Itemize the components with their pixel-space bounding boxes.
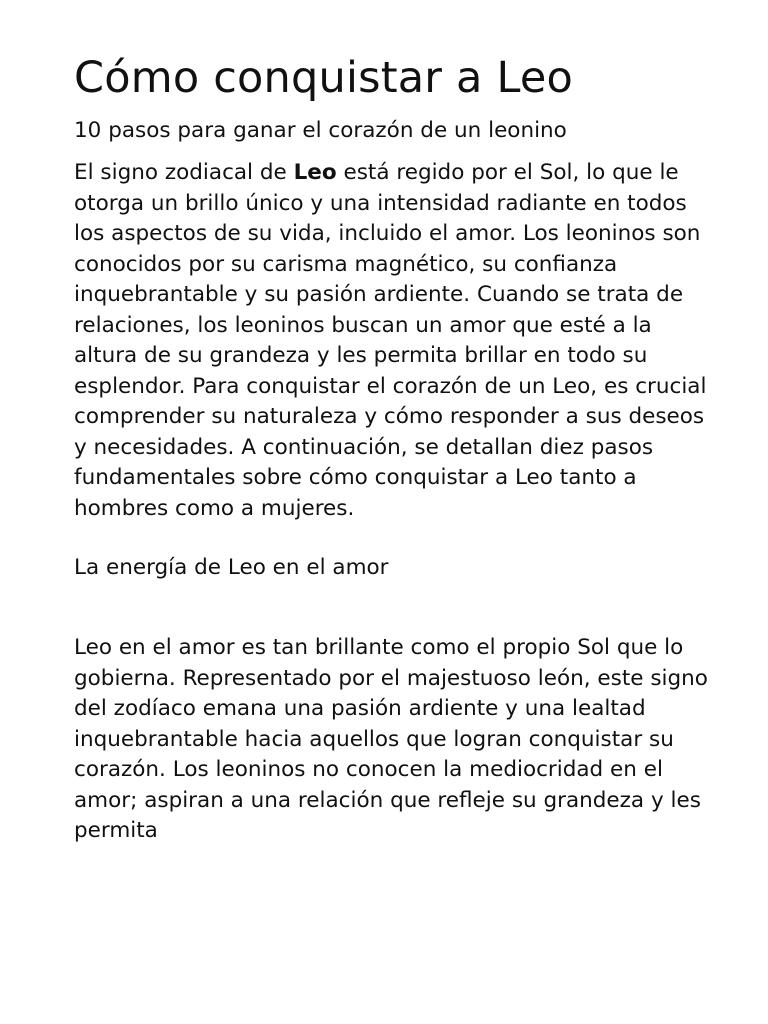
intro-paragraph bbox=[74, 158, 714, 524]
intro-text-before: El signo zodiacal de bbox=[74, 160, 294, 185]
section-heading: La energía de Leo en el amor bbox=[74, 555, 389, 580]
document-page bbox=[74, 52, 714, 847]
intro-text-after: está regido por el Sol, lo que le otorga un brillo único y una intensidad radiante en todos los aspectos de su vida, incluido el amor. Los leoninos son conocidos por su carisma magnético, su confianza inquebrantable y su pasión ardiente. Cuando se trata de relaciones, los leoninos buscan un amor que esté a la altura de su grandeza y les permita brillar en todo su esplendor. Para conquistar el corazón de un Leo, es crucial comprender su naturaleza y cómo responder a sus deseos y necesidades. A continuación, se detallan diez pasos fundamentales sobre cómo conquistar a Leo tanto a hombres como a mujeres. bbox=[74, 160, 707, 521]
document-title: Cómo conquistar a Leo bbox=[74, 53, 574, 103]
section-body-paragraph: Leo en el amor es tan brillante como el propio Sol que lo gobierna. Representado por el majestuoso león, este signo del zodíaco emana una pasión ardiente y una lealtad inquebrantable hacia aquellos que logran conquistar su corazón. Los leoninos no conocen la mediocridad en el amor; aspiran a una relación que refleje su grandeza y les permita bbox=[74, 635, 708, 843]
intro-bold-leo: Leo bbox=[293, 160, 337, 185]
document-subtitle: 10 pasos para ganar el corazón de un leonino bbox=[74, 118, 567, 143]
